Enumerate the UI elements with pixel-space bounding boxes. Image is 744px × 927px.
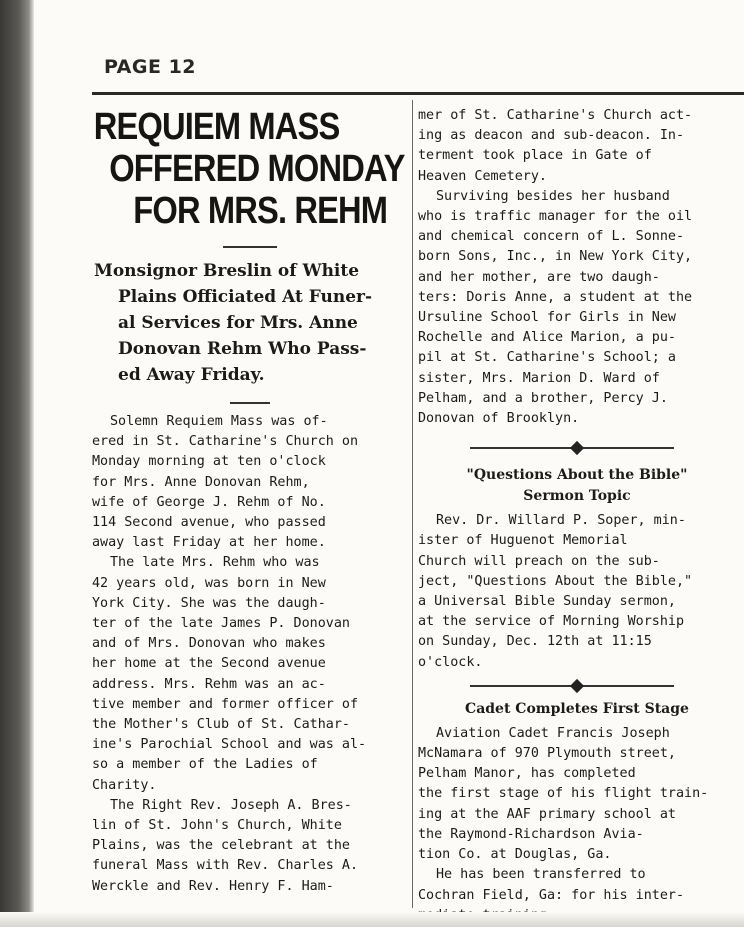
page-scan-edge	[0, 0, 34, 927]
text-line: Solemn Requiem Mass was of-	[110, 414, 328, 429]
text-line: and of Mrs. Donovan who makes	[92, 636, 326, 652]
header-rule	[92, 92, 744, 95]
text-line: tion Co. at Douglas, Ga.	[418, 847, 612, 863]
text-line: He has been transferred to	[436, 867, 646, 883]
text-line: ing at the AAF primary school at	[418, 806, 676, 822]
text-line: Monday morning at ten o'clock	[92, 454, 326, 470]
text-line: away last Friday at her home.	[92, 535, 326, 551]
text-line: The late Mrs. Rehm who was	[110, 555, 320, 571]
headline-line: REQUIEM MASS	[93, 106, 340, 148]
text-line: 114 Second avenue, who passed	[92, 515, 326, 531]
section-divider	[418, 679, 736, 693]
deck-rule	[230, 402, 270, 404]
text-line: ters: Doris Anne, a student at the	[418, 289, 693, 305]
text-line: mer of St. Catharine's Church act-	[418, 108, 693, 123]
text-line: o'clock.	[418, 654, 483, 670]
headline-rule	[223, 246, 277, 248]
text-line: sister, Mrs. Marion D. Ward of	[418, 370, 660, 386]
text-line: Charity.	[92, 777, 157, 793]
text-line: Pelham Manor, has completed	[418, 766, 636, 782]
section-divider	[418, 441, 736, 455]
text-line: York City. She was the daugh-	[92, 595, 326, 611]
deck-line: Monsignor Breslin of White	[94, 261, 360, 281]
text-line: and chemical concern of L. Sonne-	[418, 229, 685, 245]
text-line: 42 years old, was born in New	[92, 575, 326, 591]
text-line: wife of George J. Rehm of No.	[92, 494, 326, 510]
article-headline	[92, 106, 408, 232]
text-line: The Right Rev. Joseph A. Bres-	[110, 797, 352, 813]
text-line: ered in St. Catharine's Church on	[92, 434, 359, 450]
text-line: Plains, was the celebrant at the	[92, 838, 350, 854]
text-line: terment took place in Gate of	[418, 148, 652, 164]
text-line: Aviation Cadet Francis Joseph	[436, 725, 670, 741]
bible-body	[418, 511, 736, 673]
article-deck	[92, 258, 408, 388]
text-line: ine's Parochial School and was al-	[92, 737, 367, 753]
cadet-body	[418, 724, 736, 926]
headline-line: FOR MRS. REHM	[133, 190, 388, 232]
column-divider	[412, 100, 413, 908]
article-column-left	[92, 106, 408, 897]
text-line: Cochran Field, Ga: for his inter-	[418, 887, 685, 903]
text-line: ister of Huguenot Memorial	[418, 533, 628, 549]
text-line: pil at St. Catharine's School; a	[418, 350, 676, 366]
text-line: address. Mrs. Rehm was an ac-	[92, 676, 326, 692]
text-line: her home at the Second avenue	[92, 656, 326, 672]
deck-line: ed Away Friday.	[118, 365, 265, 385]
divider-ornament	[570, 441, 584, 455]
text-line: Church will preach on the sub-	[418, 553, 660, 569]
text-line: Ursuline School for Girls in New	[418, 310, 676, 326]
text-line: Werckle and Rev. Henry F. Ham-	[92, 878, 334, 894]
text-line: the Mother's Club of St. Cathar-	[92, 717, 350, 733]
divider-ornament	[570, 679, 584, 693]
text-line: a Universal Bible Sunday sermon,	[418, 594, 676, 610]
text-line: tive member and former officer of	[92, 696, 359, 712]
text-line: born Sons, Inc., in New York City,	[418, 249, 693, 265]
text-line: the Raymond-Richardson Avia-	[418, 826, 644, 842]
deck-line: al Services for Mrs. Anne	[118, 313, 358, 333]
headline-line: OFFERED MONDAY	[109, 148, 405, 190]
text-line: for Mrs. Anne Donovan Rehm,	[92, 474, 310, 490]
text-line: Rev. Dr. Willard P. Soper, min-	[436, 513, 686, 529]
cadet-heading: Cadet Completes First Stage	[465, 700, 689, 717]
text-line: McNamara of 970 Plymouth street,	[418, 746, 676, 762]
text-line: lin of St. John's Church, White	[92, 818, 342, 834]
text-line: Rochelle and Alice Marion, a pu-	[418, 330, 676, 346]
page-scan-bottom	[0, 912, 744, 927]
page-number: PAGE 12	[104, 56, 197, 78]
text-line: ter of the late James P. Donovan	[92, 616, 350, 632]
text-line: and her mother, are two daugh-	[418, 269, 660, 285]
text-line: who is traffic manager for the oil	[418, 209, 693, 225]
text-line: Heaven Cemetery.	[418, 168, 547, 184]
deck-line: Plains Officiated At Funer-	[118, 287, 373, 307]
deck-line: Donovan Rehm Who Pass-	[118, 339, 367, 359]
text-line: funeral Mass with Rev. Charles A.	[92, 858, 359, 874]
text-line: Surviving besides her husband	[436, 188, 670, 204]
text-line: at the service of Morning Worship	[418, 614, 685, 630]
bible-heading-line: Sermon Topic	[523, 488, 631, 505]
bible-heading	[418, 465, 736, 507]
text-line: Donovan of Brooklyn.	[418, 411, 580, 427]
text-line: on Sunday, Dec. 12th at 11:15	[418, 634, 652, 650]
text-line: ing as deacon and sub-deacon. In-	[418, 128, 685, 144]
text-line: ject, "Questions About the Bible,"	[418, 573, 693, 589]
article-column-right	[418, 106, 736, 926]
article-body-left	[92, 412, 408, 897]
text-line: Pelham, and a brother, Percy J.	[418, 390, 668, 406]
bible-heading-line: "Questions About the Bible"	[466, 467, 688, 484]
text-line: so a member of the Ladies of	[92, 757, 318, 773]
text-line: the first stage of his flight train-	[418, 786, 709, 802]
article-body-right	[418, 106, 736, 429]
